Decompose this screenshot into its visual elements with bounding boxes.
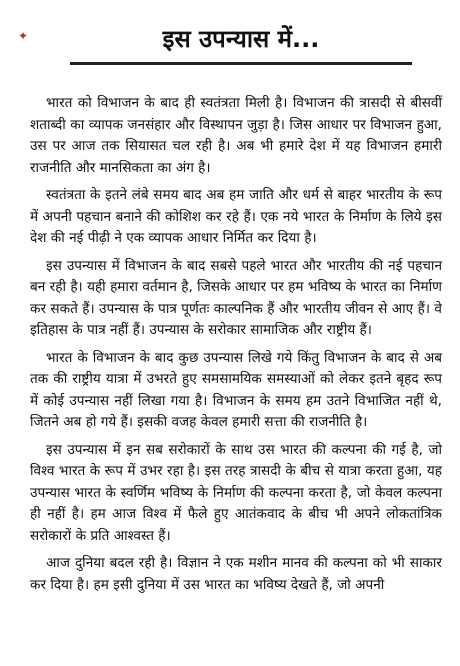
paragraph-4: भारत के विभाजन के बाद कुछ उपन्यास लिखे गये किंतु विभाजन के बाद से अब तक की राष्ट्रीय यात्रा में उभरते हुए समसामयिक समस्याओं को लेकर इतने बृहद रूप में कोई उपन्यास नहीं लिखा गया है। विभाजन के समय हम उतने विभाजित नहीं थे, जितने अब हो गये हैं। इसकी वजह केवल हमारी सत्ता की राजनीति है। — [30, 349, 442, 430]
title-underline — [70, 62, 412, 65]
page-title: इस उपन्यास में... — [162, 25, 320, 53]
paragraph-2: स्वतंत्रता के इतने लंबे समय बाद अब हम जाति और धर्म से बाहर भारतीय के रूप में अपनी पहचान बनाने की कोशिश कर रहे हैं। एक नये भारत के निर्माण के लिये इस देश की नई पीढ़ी ने एक व्यापक आधार निर्मित कर दिया है। — [30, 187, 442, 246]
printer-mark-icon: ✦ — [18, 29, 29, 43]
paragraph-1: भारत को विभाजन के बाद ही स्वतंत्रता मिली है। विभाजन की त्रासदी से बीसवीं शताब्दी का व्यापक जनसंहार और विस्थापन जुड़ा है। जिस आधार पर विभाजन हुआ, उस पर आज तक सियासत चल रही है। अब भी हमारे देश में यह विभाजन हमारी राजनीति और मानसिकता का अंग है। — [30, 95, 442, 176]
paragraph-3: इस उपन्यास में विभाजन के बाद सबसे पहले भारत और भारतीय की नई पहचान बन रही है। यही हमारा वर्तमान है, जिसके आधार पर हम भविष्य के भारत का निर्माण कर सकते हैं। उपन्यास के पात्र पूर्णतः काल्पनिक हैं और भारतीय जीवन से आए हैं। वे इतिहास के पात्र नहीं हैं। उपन्यास के सरोकार सामाजिक और राष्ट्रीय हैं। — [30, 257, 442, 338]
body-text — [30, 93, 442, 596]
paragraph-5: इस उपन्यास में इन सब सरोकारों के साथ उस भारत की कल्पना की गई है, जो विश्व भारत के रूप में उभर रहा है। इस तरह त्रासदी के बीच से यात्रा करता हुआ, यह उपन्यास भारत के स्वर्णिम भविष्य के निर्माण की कल्पना करता है, जो केवल कल्पना ही नहीं है। हम आज विश्व में फैले हुए आतंकवाद के बीच भी अपने लोकतांत्रिक सरोकारों के प्रति आश्वस्त हैं। — [30, 441, 442, 544]
title-block — [70, 0, 412, 65]
paragraph-6: आज दुनिया बदल रही है। विज्ञान ने एक मशीन मानव की कल्पना को भी साकार कर दिया है। हम इसी दुनिया में उस भारत का भविष्य देखते हैं, जो अपनी — [30, 555, 442, 593]
